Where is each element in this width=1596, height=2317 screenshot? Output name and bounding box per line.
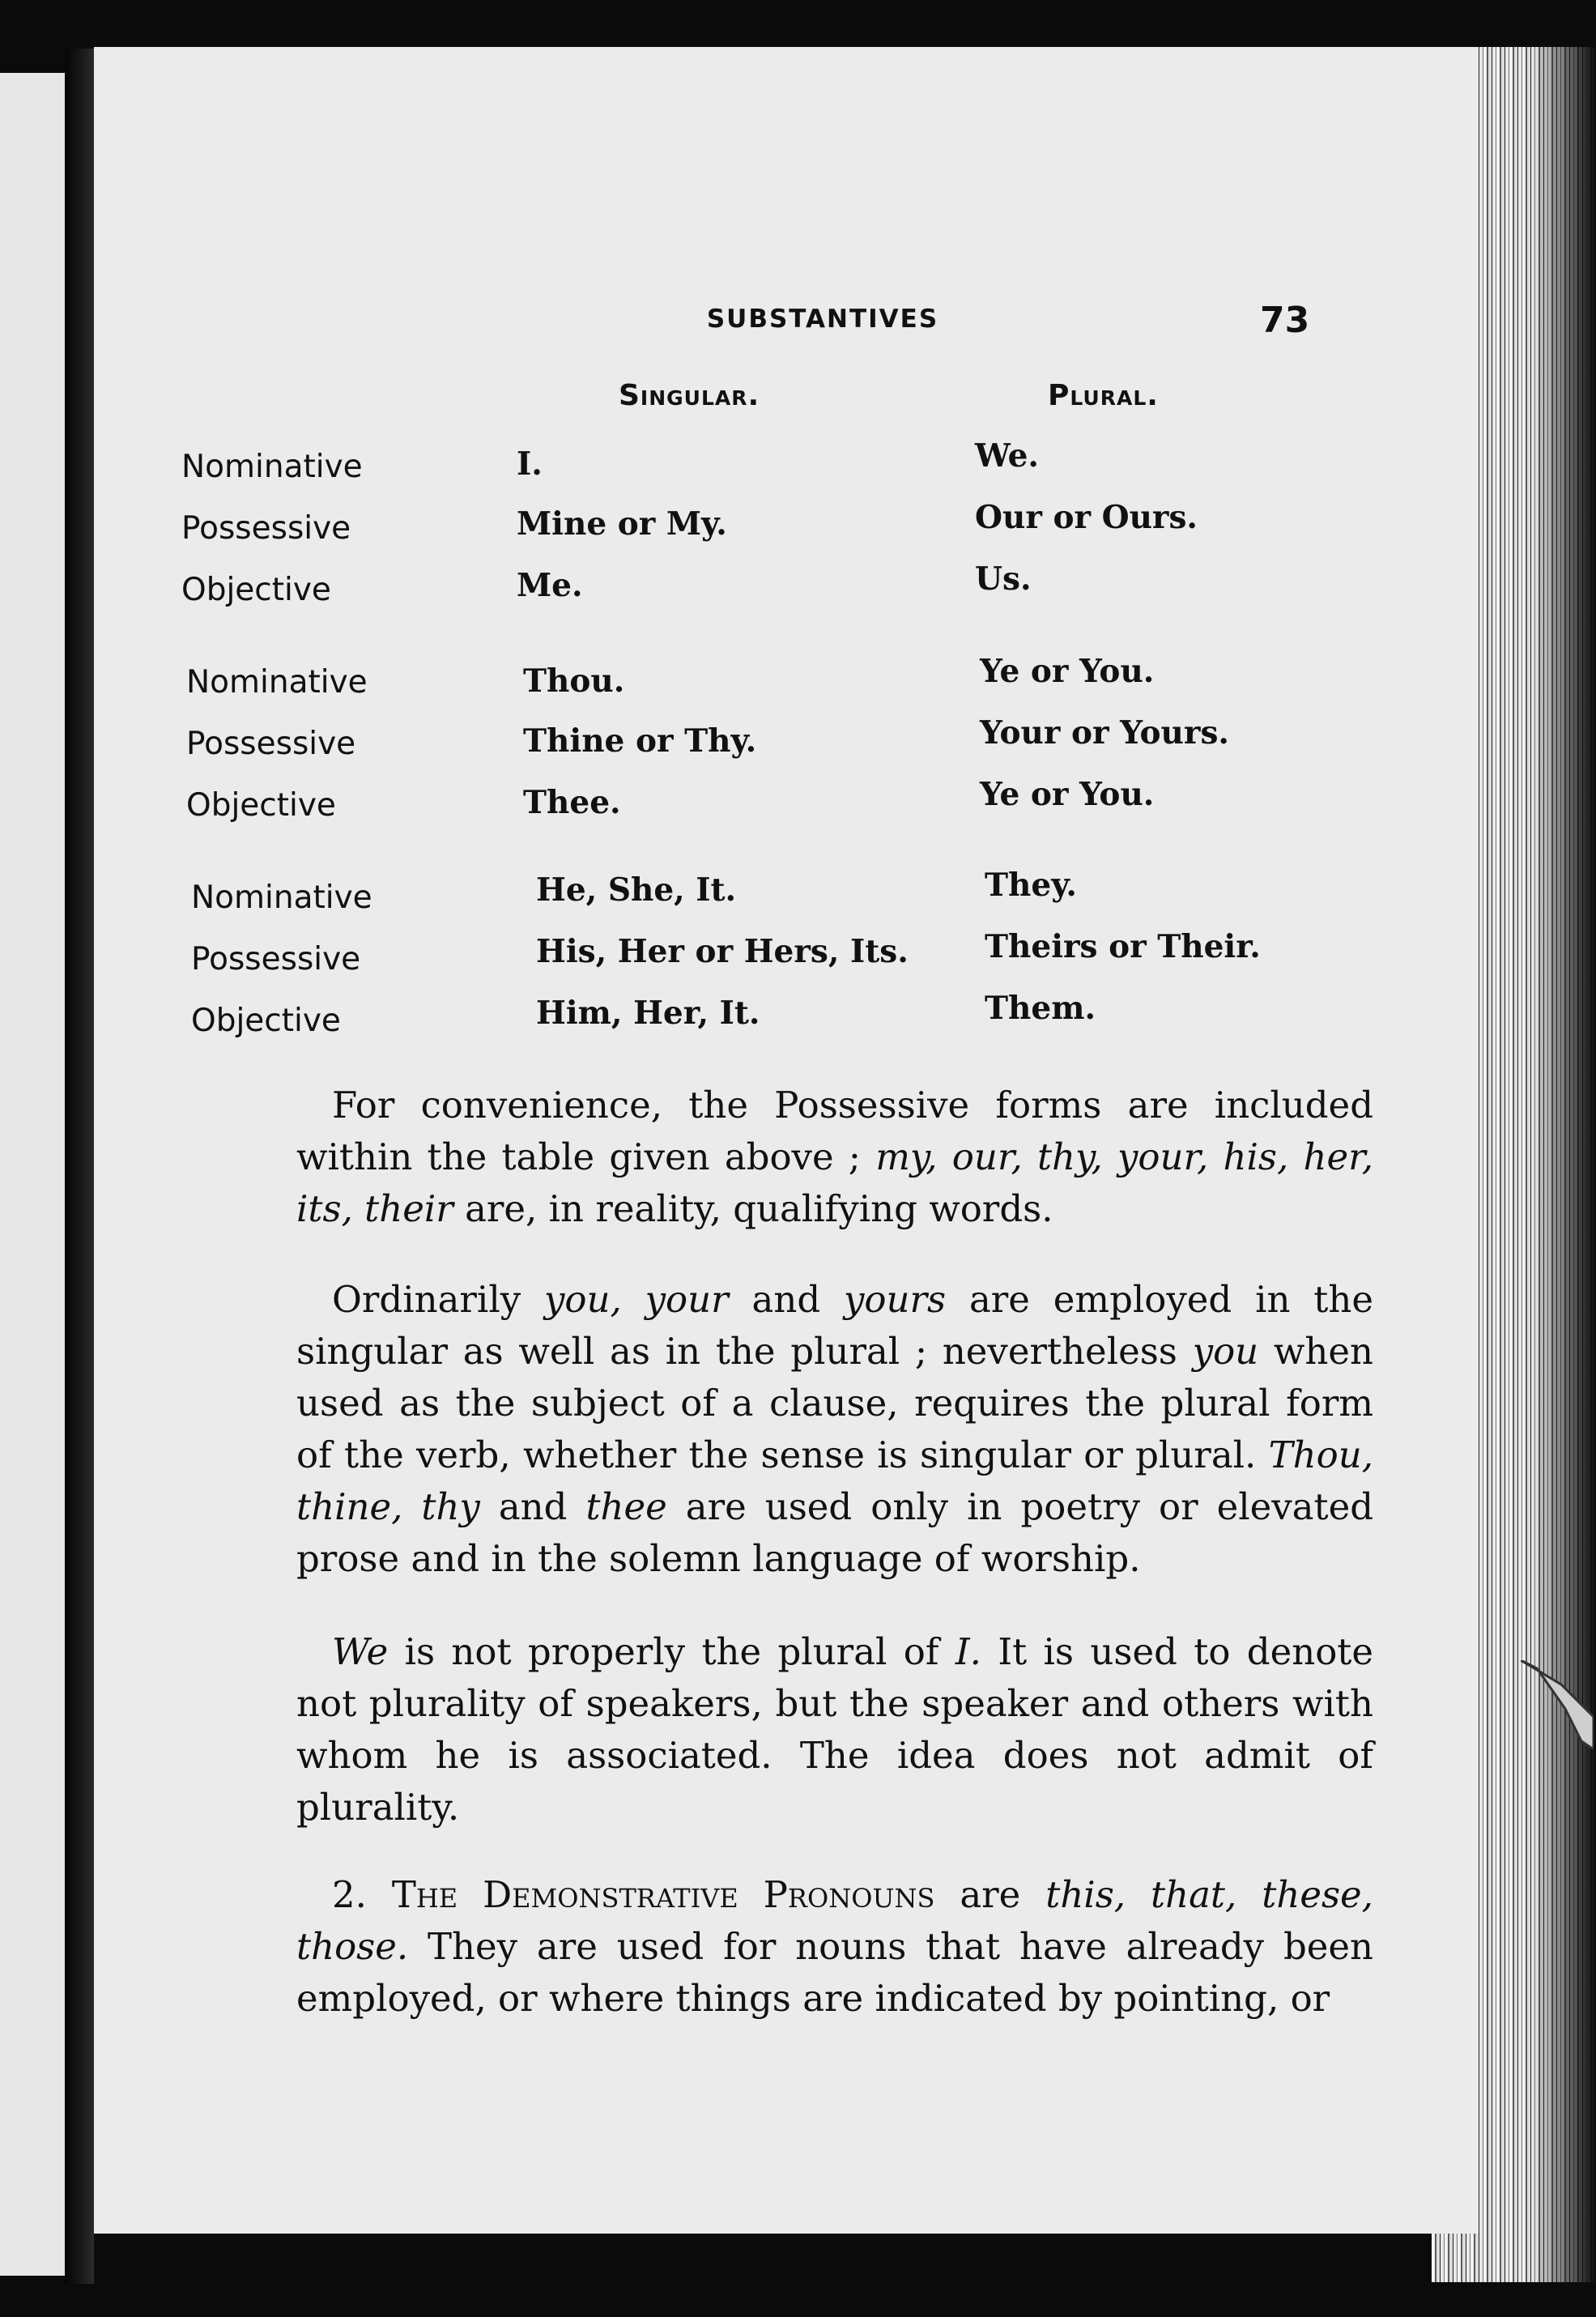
singular-form: Thou. <box>523 662 625 700</box>
plural-form: We. <box>975 437 1040 475</box>
singular-form: Thine or Thy. <box>523 722 757 760</box>
plural-form: Ye or You. <box>980 653 1155 690</box>
case-label: Possessive <box>191 941 361 977</box>
case-label: Nominative <box>186 664 368 701</box>
page-corner-fold <box>1521 1660 1594 1749</box>
plural-form: Our or Ours. <box>975 499 1198 536</box>
singular-form: Mine or My. <box>517 505 727 543</box>
plural-heading: Plural. <box>1048 379 1159 412</box>
book-page <box>94 47 1479 2234</box>
case-label: Nominative <box>191 880 372 916</box>
singular-form: His, Her or Hers, Its. <box>536 933 909 970</box>
singular-form: Me. <box>517 567 583 604</box>
paragraph-we-usage: We is not properly the plural of I. It is used to denote not plurality of speakers, but the speaker and others with whom he is associated. The idea does not admit of plurality. <box>296 1630 1373 1829</box>
paragraph-demonstrative-pronouns: 2. The Demonstrative Pronouns are this, that, these, those. They are used for nouns that have already been employed, or where things are indicated by pointing, or <box>296 1873 1373 2020</box>
paragraph-you-usage: Ordinarily you, your and yours are employed in the singular as well as in the plural ; nevertheless you when used as the subject of a clause, requires the plural form of the verb, whether the sense is singular or plural. Thou, thine, thy and thee are used only in poetry or elevated prose and in the solemn language of worship. <box>296 1278 1374 1580</box>
singular-form: I. <box>517 445 543 483</box>
case-label: Objective <box>191 1003 341 1039</box>
plural-form: Theirs or Their. <box>985 928 1261 965</box>
running-title: SUBSTANTIVES <box>706 305 939 334</box>
case-label: Possessive <box>181 510 351 547</box>
singular-form: Thee. <box>523 784 621 821</box>
facing-page-edge <box>0 73 65 2276</box>
singular-form: He, She, It. <box>536 871 737 909</box>
case-label: Objective <box>186 787 336 824</box>
case-label: Objective <box>181 572 331 608</box>
singular-form: Him, Her, It. <box>536 995 760 1032</box>
plural-form: Them. <box>985 990 1096 1027</box>
case-label: Nominative <box>181 449 363 485</box>
book-spine-shadow <box>65 49 94 2284</box>
case-label: Possessive <box>186 726 356 762</box>
page-number: 73 <box>1260 300 1310 341</box>
plural-form: Ye or You. <box>980 776 1155 813</box>
plural-form: Your or Yours. <box>980 714 1229 752</box>
paragraph-possessive-note: For convenience, the Possessive forms are included within the table given above ; my, our, thy, your, his, her, its, their are, in reality, qualifying words. <box>296 1084 1374 1230</box>
singular-heading: Singular. <box>619 379 760 412</box>
plural-form: They. <box>985 867 1077 904</box>
plural-form: Us. <box>975 560 1032 598</box>
